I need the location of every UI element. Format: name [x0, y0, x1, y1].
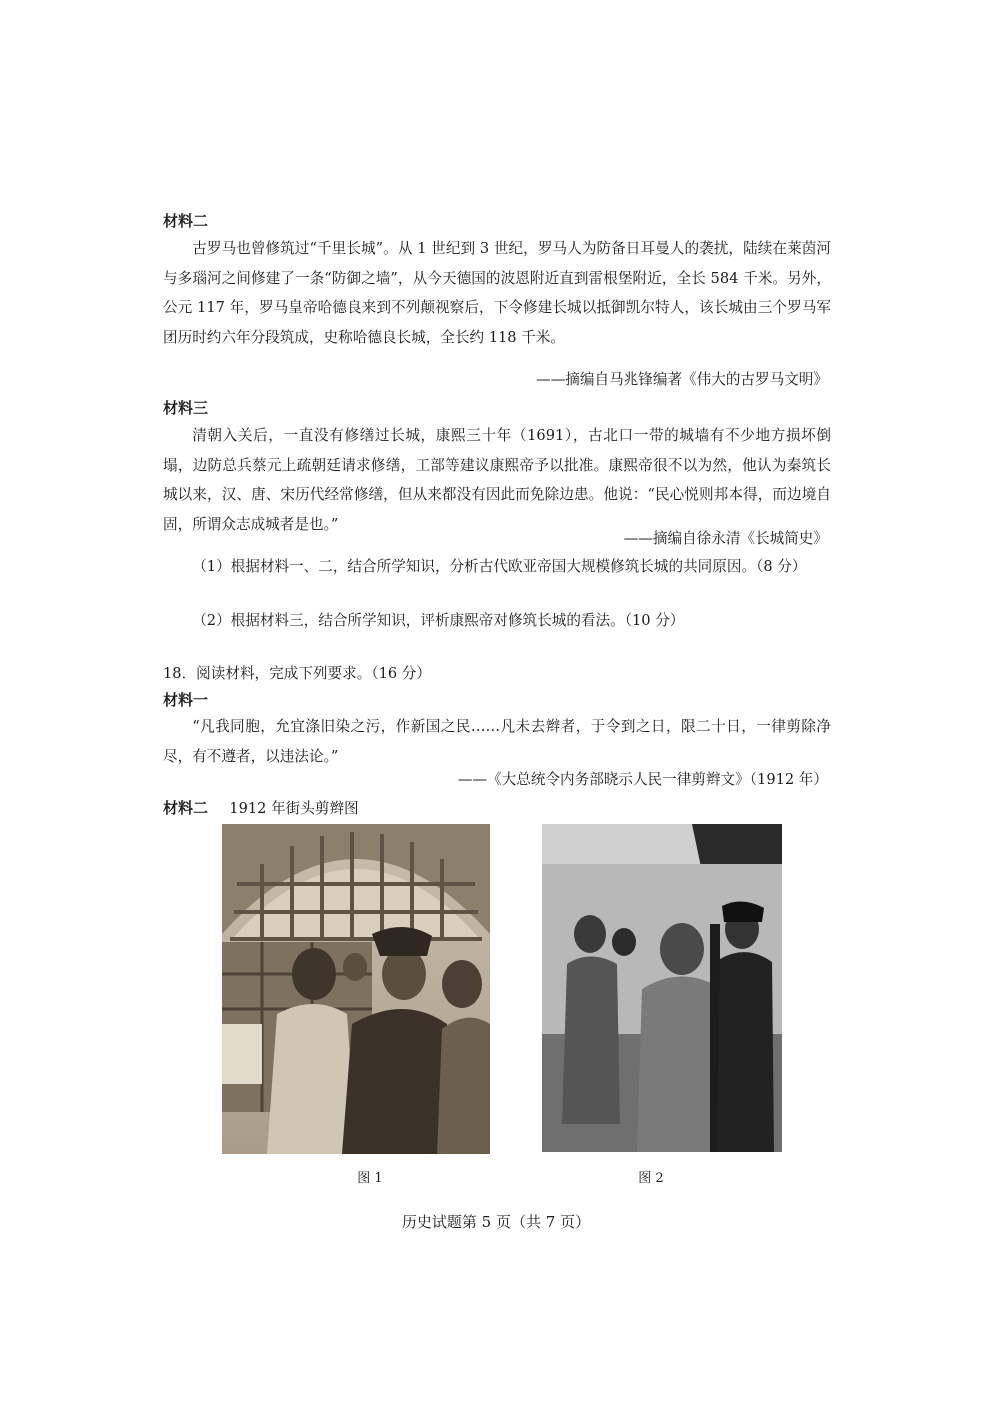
q18-material1-source: ——《大总统令内务部晓示人民一律剪辫文》（1912 年）: [457, 771, 828, 788]
material3-heading: 材料三: [163, 399, 209, 417]
figure-1-caption: 图 1: [357, 1171, 383, 1186]
material2-heading: 材料二: [163, 212, 209, 230]
material2-text: 古罗马也曾修筑过“千里长城”。从 1 世纪到 3 世纪，罗马人为防备日耳曼人的袭扰，陆续在莱茵河与多瑙河之间修建了一条“防御之墙”，从今天德国的波恩附近直到雷根堡附近，全长 584 千米。另外，公元 117 年，罗马皇帝哈德良来到不列颠视察后，下令修建长城以抵御凯尔特人，该长城由三个罗马军团历时约六年分段筑成，史称哈德良长城，全长约 118 千米。: [163, 240, 831, 346]
question-18-title: 18．阅读材料，完成下列要求。（16 分）: [163, 665, 431, 682]
question-1: （1）根据材料一、二，结合所学知识，分析古代欧亚帝国大规模修筑长城的共同原因。（8 分）: [192, 558, 807, 575]
figure-2-caption: 图 2: [638, 1171, 664, 1186]
q18-material2-heading: 材料二: [163, 799, 209, 817]
figure-2-photo: [542, 824, 782, 1152]
q18-material1-text: “凡我同胞，允宜涤旧染之污，作新国之民……凡未去辫者，于令到之日，限二十日，一律剪除净尽，有不遵者，以违法论。”: [163, 718, 831, 765]
material3-source: ——摘编自徐永清《长城简史》: [623, 530, 828, 547]
page-footer: 历史试题第 5 页（共 7 页）: [401, 1213, 591, 1231]
figure-1-photo: [222, 824, 490, 1154]
material2-source: ——摘编自马兆锋编著《伟大的古罗马文明》: [536, 371, 828, 388]
material3-text: 清朝入关后，一直没有修缮过长城，康熙三十年（1691），古北口一带的城墙有不少地方损坏倒塌，边防总兵蔡元上疏朝廷请求修缮，工部等建议康熙帝予以批准。康熙帝很不以为然，他认为秦筑长城以来，汉、唐、宋历代经常修缮，但从来都没有因此而免除边患。他说：“民心悦则邦本得，而边境自固，所谓众志成城者是也。”: [163, 427, 831, 533]
q18-material2-caption: 1912 年街头剪辫图: [229, 800, 359, 817]
question-2: （2）根据材料三，结合所学知识，评析康熙帝对修筑长城的看法。（10 分）: [192, 612, 685, 629]
q18-material1-heading: 材料一: [163, 691, 209, 709]
q18-material2-row: [163, 796, 359, 821]
